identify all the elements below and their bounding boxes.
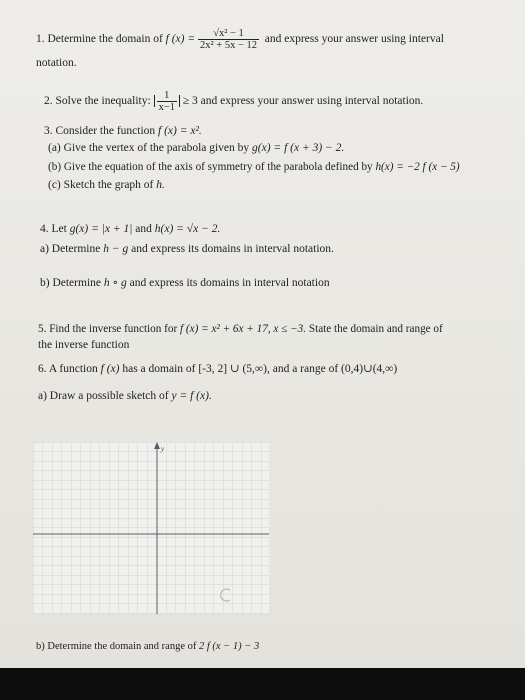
q2-fraction xyxy=(157,90,177,113)
sketch-grid-svg xyxy=(33,442,269,614)
q3-b-lead: (b) Give the equation of the axis of symmetry of the parabola defined by xyxy=(48,161,376,173)
sketch-grid[interactable] xyxy=(33,442,269,614)
q4-g-function: g(x) = |x + 1| xyxy=(69,223,133,235)
q2-denominator: x−1 xyxy=(158,102,175,113)
bottom-dark-bar xyxy=(0,668,525,700)
q6-part-b xyxy=(36,640,259,654)
q6-part-a xyxy=(38,389,212,403)
y-axis-label: y xyxy=(161,445,165,453)
q1-fraction xyxy=(198,28,259,51)
q4-b-function: h ∘ g xyxy=(103,277,127,289)
q6-b-lead: b) Determine the domain and range of xyxy=(36,641,199,652)
q2-tail: ≥ 3 and express your answer using interval notation. xyxy=(182,95,424,108)
q2-absolute xyxy=(154,90,180,113)
q2-lead: 2. Solve the inequality: xyxy=(44,95,151,108)
q3-part-b xyxy=(48,160,460,174)
q3-part-c xyxy=(48,178,165,192)
q4-a-tail: and express its domains in interval notation. xyxy=(128,243,334,255)
q1-tail: and express your answer using interval xyxy=(264,33,444,46)
q1-lead: 1. Determine the domain of xyxy=(36,33,166,46)
question-6 xyxy=(38,362,397,376)
question-5 xyxy=(38,322,443,336)
q4-a-lead: a) Determine xyxy=(40,243,104,255)
q6-a-lead: a) Draw a possible sketch of xyxy=(38,390,172,402)
q3-a-function: g(x) = f (x + 3) − 2. xyxy=(252,142,345,154)
question-4 xyxy=(40,222,220,236)
q1-denominator: 2x² + 5x − 12 xyxy=(200,40,257,51)
q3-a-lead: (a) Give the vertex of the parabola given by xyxy=(48,142,253,154)
question-1 xyxy=(36,28,444,51)
q3-part-a xyxy=(48,141,344,155)
q2-numerator: 1 xyxy=(164,90,170,101)
q3-lead: 3. Consider the function xyxy=(44,125,159,137)
q4-a-function: h − g xyxy=(103,243,129,255)
q4-h-function: h(x) = √x − 2. xyxy=(154,223,221,235)
q1-numerator: √x² − 1 xyxy=(213,28,244,39)
q4-and: and xyxy=(132,223,155,235)
q5-tail: State the domain and range of xyxy=(306,323,443,335)
q6-function: f (x) xyxy=(100,363,120,375)
q3-c-function: h. xyxy=(156,179,165,191)
q3-b-function: h(x) = −2 f (x − 5) xyxy=(375,161,460,173)
q6-a-function: y = f (x). xyxy=(171,390,212,402)
question-2 xyxy=(44,90,423,113)
q3-c-lead: (c) Sketch the graph of xyxy=(48,179,157,191)
q1-line2: notation. xyxy=(36,57,77,69)
q4-b-tail: and express its domains in interval notation xyxy=(126,277,330,289)
q4-b-lead: b) Determine xyxy=(40,277,104,289)
q1-function: f (x) = xyxy=(165,33,196,46)
q4-lead: 4. Let xyxy=(40,223,70,235)
q4-part-a xyxy=(40,242,334,256)
question-3 xyxy=(44,124,202,138)
q6-tail: has a domain of [-3, 2] ∪ (5,∞), and a range of (0,4)∪(4,∞) xyxy=(119,363,398,375)
q6-b-function: 2 f (x − 1) − 3 xyxy=(198,641,260,652)
q5-line2: the inverse function xyxy=(38,339,130,351)
q4-part-b xyxy=(40,276,330,290)
q5-lead: 5. Find the inverse function for xyxy=(38,323,180,335)
q5-function: f (x) = x² + 6x + 17, x ≤ −3. xyxy=(180,323,307,335)
q3-function: f (x) = x². xyxy=(158,125,202,137)
q6-lead: 6. A function xyxy=(38,363,101,375)
